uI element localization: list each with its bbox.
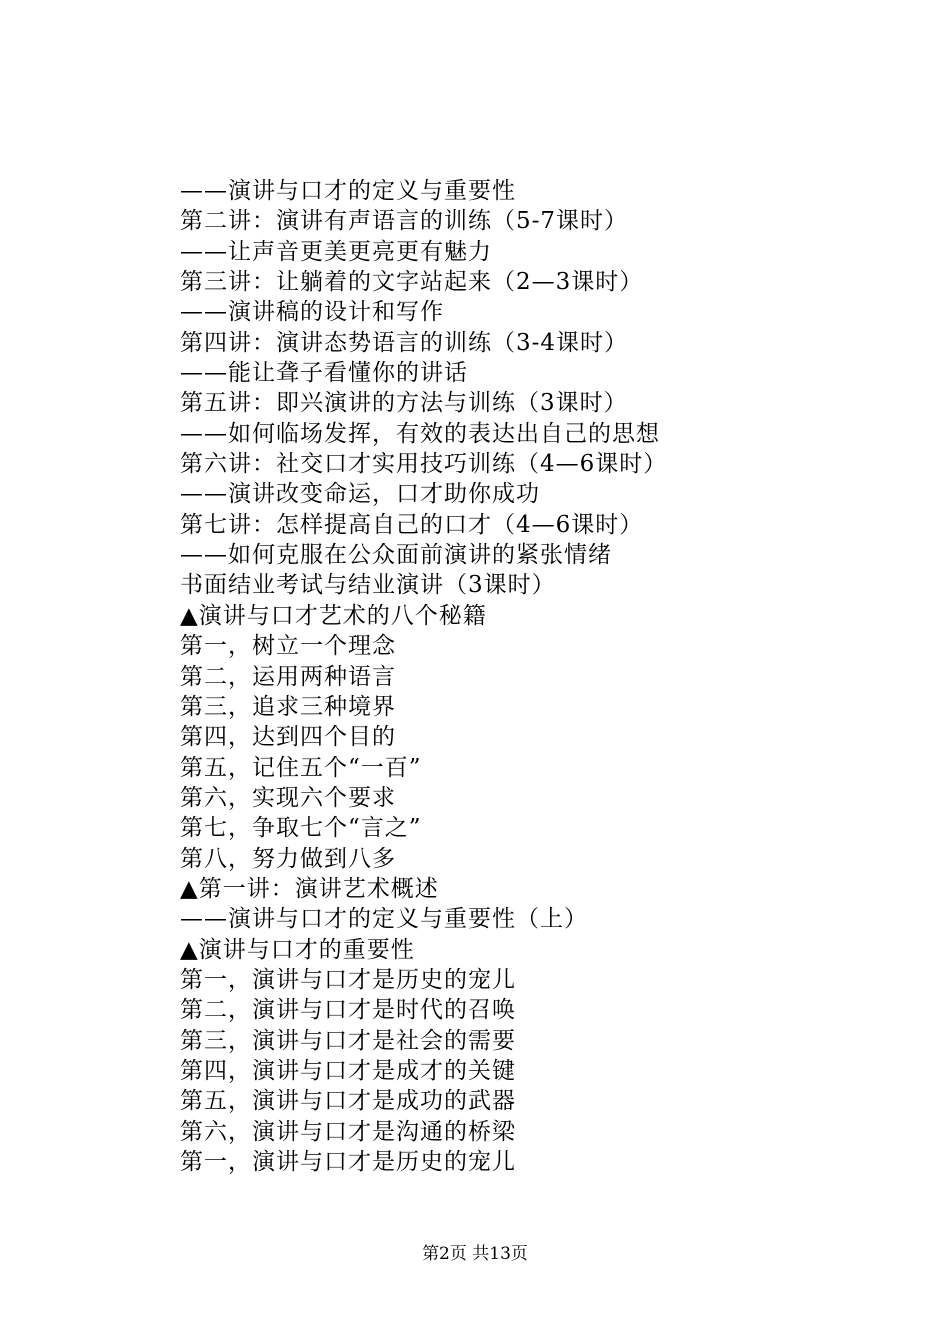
text-line: ——让声音更美更亮更有魅力	[180, 238, 492, 265]
text-line: 第四讲：演讲态势语言的训练（3-4课时）	[180, 329, 629, 356]
document-body	[180, 176, 880, 1177]
text-line: ——演讲改变命运，口才助你成功	[180, 481, 540, 508]
text-line: 书面结业考试与结业演讲（3课时）	[180, 572, 556, 599]
text-line: 第四，达到四个目的	[180, 724, 396, 751]
text-line: 第二，演讲与口才是时代的召唤	[180, 997, 516, 1024]
text-line: 第三，演讲与口才是社会的需要	[180, 1027, 516, 1054]
text-line: 第七，争取七个“言之”	[180, 815, 422, 842]
text-line: 第一，树立一个理念	[180, 633, 396, 660]
text-line: ——演讲稿的设计和写作	[180, 299, 444, 326]
text-line: 第六，实现六个要求	[180, 784, 396, 811]
text-line: ——如何克服在公众面前演讲的紧张情绪	[180, 542, 612, 569]
text-line: 第六，演讲与口才是沟通的桥梁	[180, 1118, 516, 1145]
text-line: 第三讲：让躺着的文字站起来（2—3课时）	[180, 269, 644, 296]
text-line: ——演讲与口才的定义与重要性	[180, 178, 516, 204]
text-line: 第四，演讲与口才是成才的关键	[180, 1057, 516, 1084]
text-line: 第七讲：怎样提高自己的口才（4—6课时）	[180, 511, 644, 538]
text-line: ——演讲与口才的定义与重要性（上）	[180, 906, 588, 933]
text-line: 第六讲：社交口才实用技巧训练（4—6课时）	[180, 451, 668, 478]
text-line: 第三，追求三种境界	[180, 693, 396, 720]
text-line: 第八，努力做到八多	[180, 845, 396, 872]
text-line: ——如何临场发挥，有效的表达出自己的思想	[180, 420, 660, 447]
page-number-footer: 第2页 共13页	[422, 1244, 528, 1264]
text-line: 第五讲：即兴演讲的方法与训练（3课时）	[180, 390, 628, 417]
section-heading: ▲演讲与口才艺术的八个秘籍	[180, 602, 487, 629]
text-line: 第二讲：演讲有声语言的训练（5-7课时）	[180, 208, 629, 235]
text-line: 第一，演讲与口才是历史的宠儿	[180, 1149, 516, 1175]
text-line: ——能让聋子看懂你的讲话	[180, 360, 468, 387]
section-heading: ▲演讲与口才的重要性	[180, 936, 415, 963]
text-line: 第五，记住五个“一百”	[180, 754, 422, 781]
section-heading: ▲第一讲：演讲艺术概述	[180, 875, 439, 902]
text-line: 第五，演讲与口才是成功的武器	[180, 1088, 516, 1115]
text-line: 第二，运用两种语言	[180, 663, 396, 690]
text-line: 第一，演讲与口才是历史的宠儿	[180, 966, 516, 993]
